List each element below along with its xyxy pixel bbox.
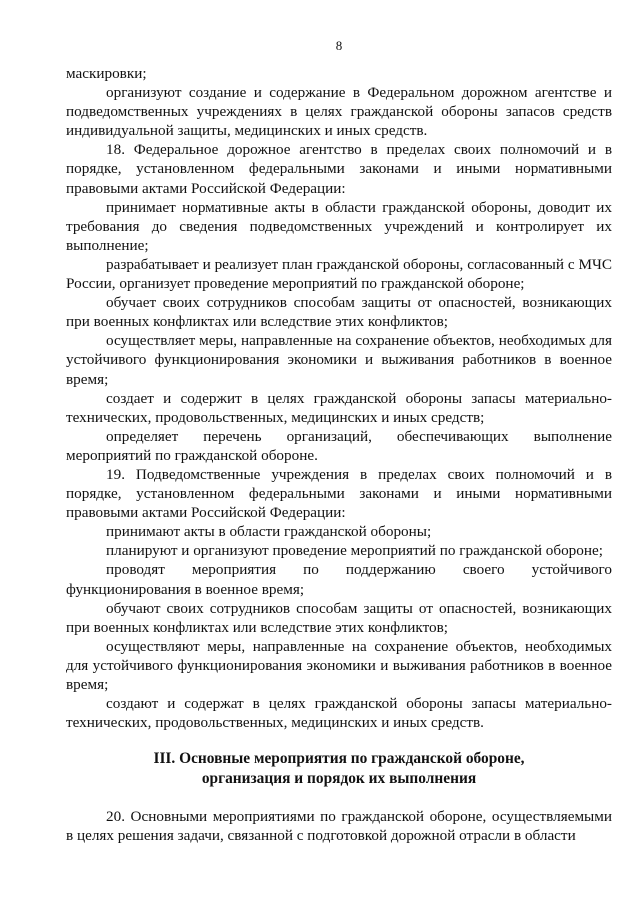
paragraph: обучают своих сотрудников способам защиты от опасностей, возникающих при военных конфликтах или вследствие этих конфликтов; (66, 599, 612, 636)
document-page (66, 0, 612, 905)
paragraph: 18. Федеральное дорожное агентство в пределах своих полномочий и в порядке, установленном федеральными законами и иными нормативными правовыми актами Российской Федерации: (66, 141, 612, 197)
paragraph: осуществляют меры, направленные на сохранение объектов, необходимых для устойчивого функционирования экономики и выживания работников в военное время; (66, 637, 612, 693)
paragraph: определяет перечень организаций, обеспечивающих выполнение мероприятий по гражданской обороне. (66, 427, 612, 464)
document-body (66, 64, 612, 845)
paragraph: 20. Основными мероприятиями по гражданской обороне, осуществляемыми в целях решения задачи, связанной с подготовкой дорожной отрасли в области (66, 808, 612, 845)
paragraph: маскировки; (66, 65, 147, 82)
paragraph: обучает своих сотрудников способам защиты от опасностей, возникающих при военных конфликтах или вследствие этих конфликтов; (66, 294, 612, 331)
paragraph: планируют и организуют проведение мероприятий по гражданской обороне; (106, 542, 603, 560)
section-heading (66, 749, 612, 789)
paragraph: принимают акты в области гражданской обороны; (106, 523, 432, 541)
paragraph: создают и содержат в целях гражданской обороны запасы материально-технических, продовольственных, медицинских и иных средств. (66, 695, 612, 732)
paragraph: проводят мероприятия по поддержанию своего устойчивого функционирования в военное время; (66, 561, 612, 598)
section-heading-line-1: III. Основные мероприятия по гражданской обороне, (153, 750, 525, 768)
paragraph: осуществляет меры, направленные на сохранение объектов, необходимых для устойчивого функционирования экономики и выживания работников в военное время; (66, 332, 612, 388)
paragraph: организуют создание и содержание в Федеральном дорожном агентстве и подведомственных учреждениях в целях гражданской обороны запасов средств индивидуальной защиты, медицинских и иных средств. (66, 84, 612, 140)
paragraph: разрабатывает и реализует план гражданской обороны, согласованный с МЧС России, организует проведение мероприятий по гражданской обороне; (66, 255, 612, 293)
paragraph: принимает нормативные акты в области гражданской обороны, доводит их требования до сведения подведомственных учреждений и контролирует их выполнение; (66, 198, 612, 254)
paragraph-group-bottom (66, 807, 612, 845)
section-heading-line-2: организация и порядок их выполнения (201, 770, 477, 788)
paragraph: 19. Подведомственные учреждения в пределах своих полномочий и в порядке, установленном федеральными законами и иными нормативными правовыми актами Российской Федерации: (66, 465, 612, 522)
paragraph-group-top (66, 64, 612, 732)
paragraph: создает и содержит в целях гражданской обороны запасы материально-технических, продовольственных, медицинских и иных средств; (66, 389, 612, 426)
page-number: 8 (335, 38, 343, 53)
